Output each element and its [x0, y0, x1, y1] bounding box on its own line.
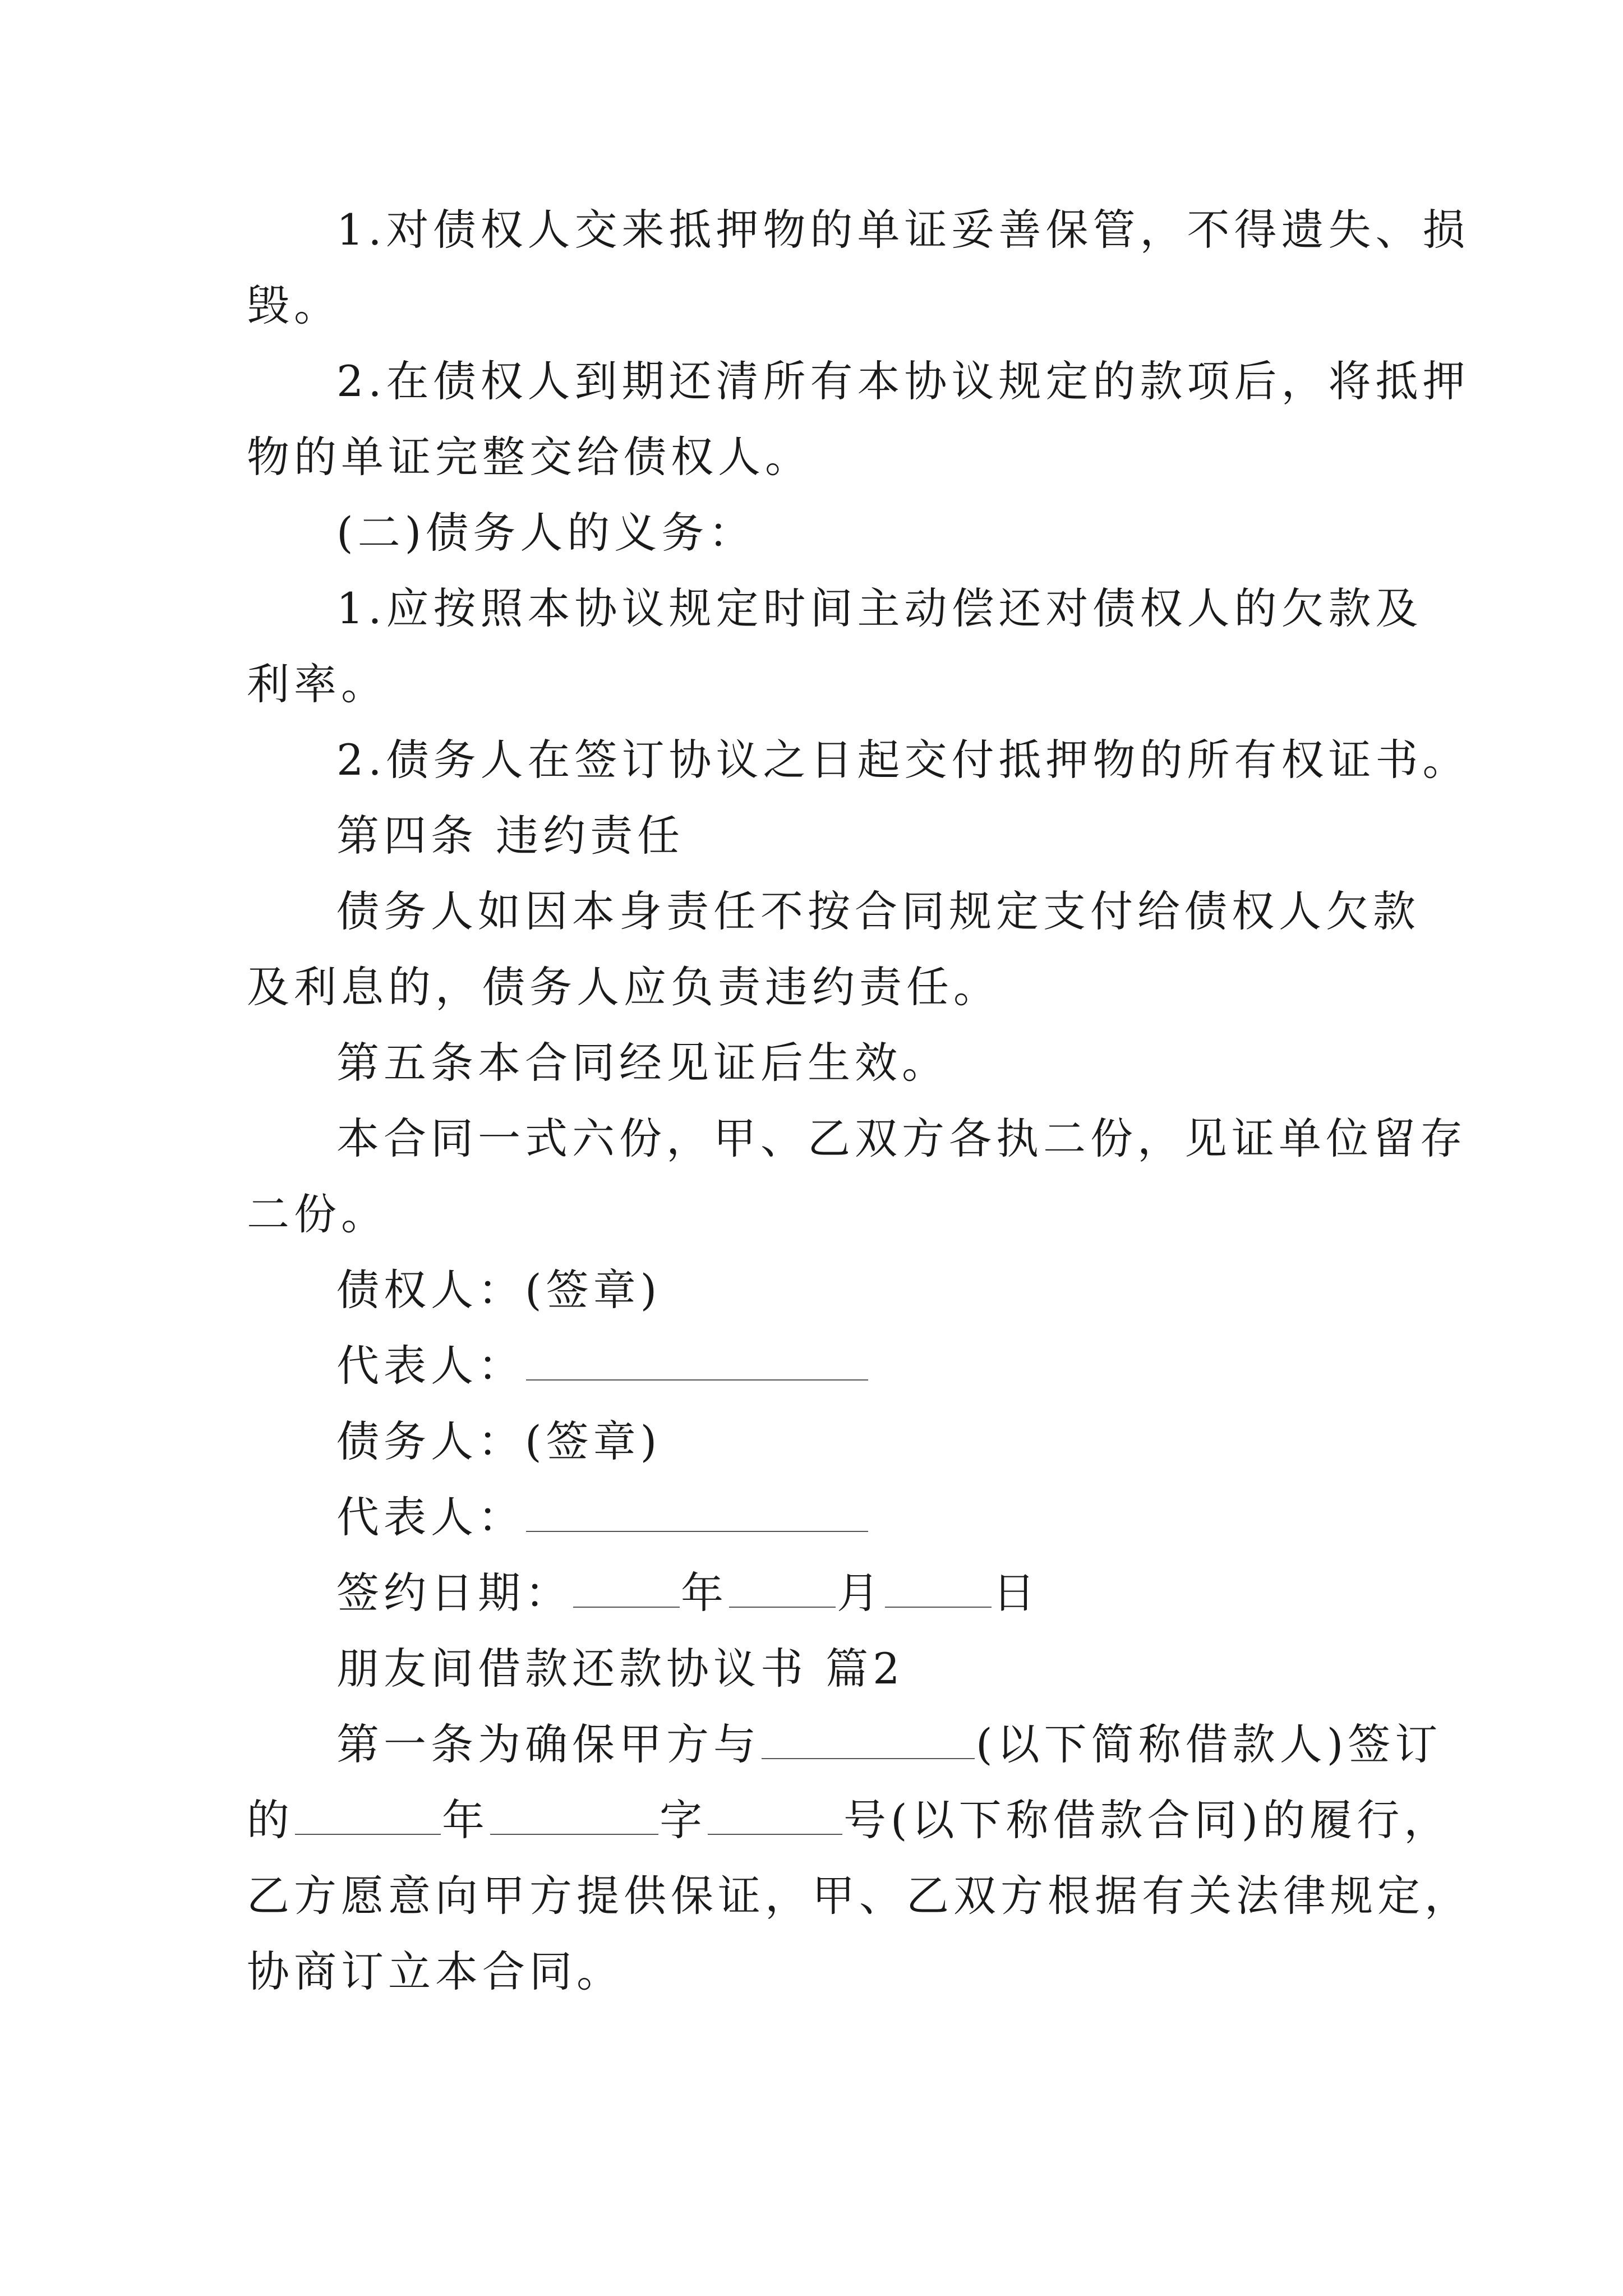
- day-blank: [885, 1570, 992, 1608]
- paragraph-line: 二份。: [247, 1189, 388, 1239]
- debtor-signature-line: 债务人：(签章): [336, 1416, 662, 1466]
- paragraph-line: 协商订立本合同。: [247, 1947, 624, 1996]
- number-blank: [708, 1797, 842, 1835]
- debtor-representative-line: [336, 1489, 869, 1545]
- paragraph-line: 利率。: [247, 659, 388, 709]
- section-title: 朋友间借款还款协议书 篇2: [336, 1644, 905, 1694]
- paragraph-line: 毁。: [247, 280, 341, 330]
- signing-date-line: [336, 1565, 1040, 1621]
- paragraph-line: 2.在债权人到期还清所有本协议规定的款项后，将抵押: [336, 356, 1470, 406]
- clause-text: (以下简称借款人)签订: [976, 1719, 1442, 1769]
- section-heading: (二)债务人的义务：: [336, 508, 756, 558]
- year-blank: [573, 1570, 680, 1608]
- paragraph-line: 2.债务人在签订协议之日起交付抵押物的所有权证书。: [336, 735, 1470, 785]
- clause-line: [336, 1717, 1442, 1773]
- word-blank: [490, 1797, 658, 1835]
- paragraph-line: 物的单证完整交给债权人。: [247, 432, 812, 482]
- clause-text: 字: [660, 1795, 707, 1845]
- creditor-signature-line: 债权人：(签章): [336, 1265, 662, 1315]
- paragraph-line: 债务人如因本身责任不按合同规定支付给债权人欠款: [336, 886, 1420, 936]
- paragraph-line: 1.应按照本协议规定时间主动偿还对债权人的欠款及: [336, 583, 1423, 633]
- paragraph-line: 乙方愿意向甲方提供保证，甲、乙双方根据有关法律规定，: [247, 1871, 1472, 1921]
- article-heading: 第四条 违约责任: [336, 811, 685, 861]
- day-label: 日: [993, 1568, 1040, 1618]
- clause-text: 年: [442, 1795, 489, 1845]
- representative-label: 代表人：: [336, 1341, 525, 1391]
- paragraph-line: 及利息的，债务人应负责违约责任。: [247, 962, 1000, 1012]
- clause-text: 号(以下称借款合同)的履行，: [843, 1795, 1451, 1845]
- clause-text: 第一条为确保甲方与: [336, 1719, 760, 1769]
- month-label: 月: [837, 1568, 884, 1618]
- year-blank: [295, 1797, 441, 1835]
- month-blank: [729, 1570, 836, 1608]
- paragraph-line: 1.对债权人交来抵押物的单证妥善保管，不得遗失、损: [336, 205, 1470, 255]
- representative-blank: [526, 1494, 868, 1532]
- clause-line: [247, 1792, 1451, 1848]
- signing-date-label: 签约日期：: [336, 1568, 572, 1618]
- paragraph-line: 第五条本合同经见证后生效。: [336, 1038, 949, 1088]
- creditor-representative-line: [336, 1338, 869, 1394]
- paragraph-line: 本合同一式六份，甲、乙双方各执二份，见证单位留存: [336, 1114, 1467, 1163]
- year-label: 年: [681, 1568, 728, 1618]
- clause-text: 的: [247, 1795, 294, 1845]
- representative-blank: [526, 1342, 868, 1381]
- representative-label: 代表人：: [336, 1492, 525, 1542]
- party-blank: [762, 1721, 975, 1759]
